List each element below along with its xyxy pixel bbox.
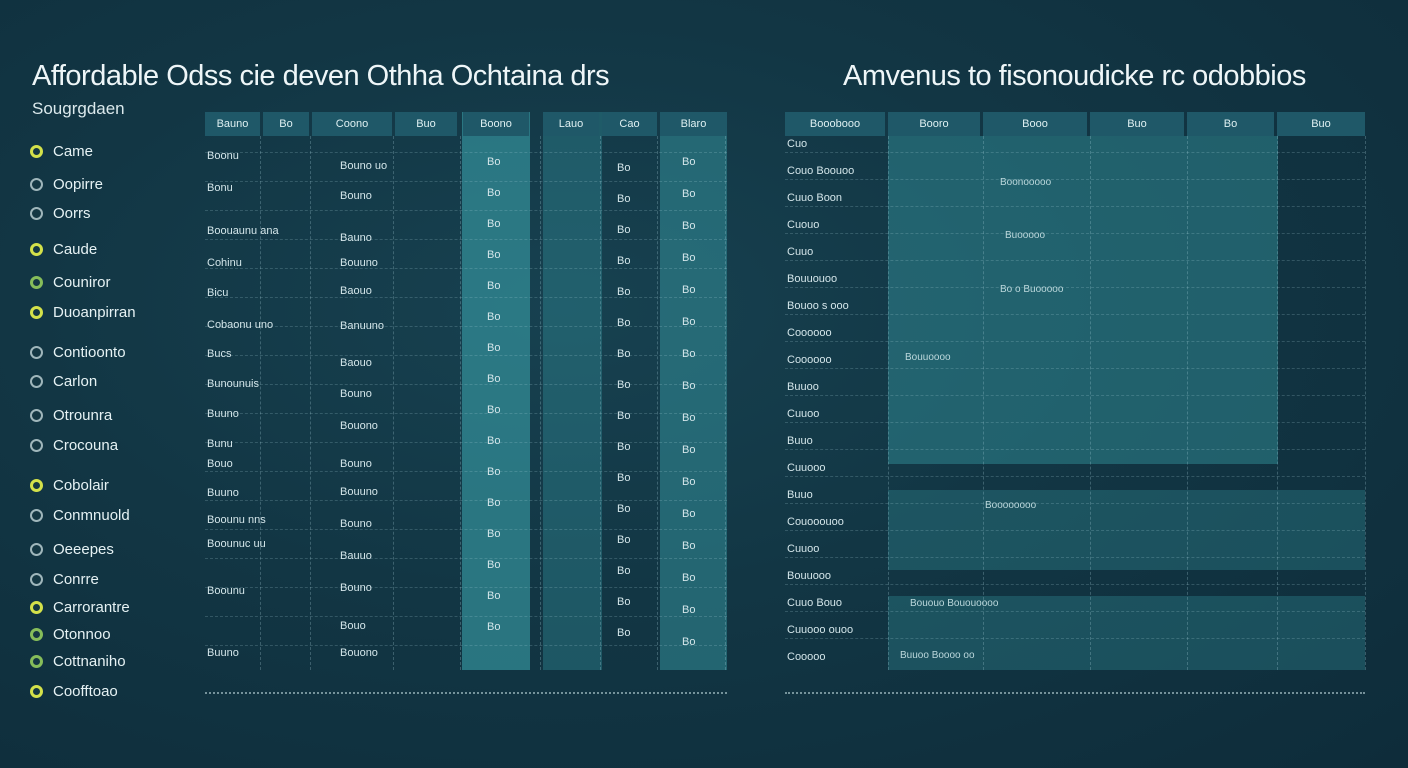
legend-item: [30, 173, 103, 195]
legend-item: [30, 301, 136, 323]
grid-line: [205, 529, 727, 530]
ring-silver-icon: [30, 178, 43, 191]
grid-line: [785, 152, 1365, 153]
table-cell: Bouuouoo: [787, 273, 838, 285]
cell-fragment: Bouuoooo: [905, 352, 951, 363]
table-cell: Bouuooo: [787, 570, 832, 582]
table-cell: Bo: [682, 444, 696, 456]
table-cell: Bo: [617, 565, 631, 577]
table-cell: Bo: [487, 435, 501, 447]
left-table: [205, 112, 730, 702]
table-cell: Cuouo: [787, 219, 820, 231]
grid-line: [205, 413, 727, 414]
legend-label: Caude: [53, 240, 98, 258]
legend-item: [30, 202, 91, 224]
table-cell: Cuuooo: [787, 462, 826, 474]
table-cell: Cuuo: [787, 246, 814, 258]
legend-item: [30, 650, 126, 672]
grid-line: [205, 384, 727, 385]
table-cell: Buuoo: [787, 381, 819, 393]
legend-item: [30, 568, 99, 590]
table-cell: Bouno: [340, 458, 372, 470]
table-cell: Bo: [617, 596, 631, 608]
table-cell: Bo: [682, 636, 696, 648]
table-cell: Bouno: [340, 582, 372, 594]
table-cell: Bo: [682, 476, 696, 488]
grid-line: [785, 422, 1365, 423]
right-table: [785, 112, 1370, 702]
grid-line: [785, 260, 1365, 261]
table-cell: Bo: [617, 379, 631, 391]
legend-item: [30, 271, 111, 293]
legend-label: Couniror: [53, 273, 111, 291]
ring-silver-icon: [30, 509, 43, 522]
table-cell: Bo: [487, 342, 501, 354]
grid-line: [785, 638, 1365, 639]
legend-item: [30, 474, 109, 496]
table-cell: Bo: [682, 252, 696, 264]
table-cell: Boonu: [207, 150, 239, 162]
table-cell: Bo: [487, 249, 501, 261]
grid-line: [785, 557, 1365, 558]
grid-line: [785, 287, 1365, 288]
right-title: Amvenus to fisonoudicke rc odobbios: [843, 60, 1306, 92]
table-cell: Bo: [617, 472, 631, 484]
table-cell: Bo: [617, 627, 631, 639]
legend-item: [30, 623, 111, 645]
grid-line: [205, 297, 727, 298]
table-cell: Bauno: [340, 232, 372, 244]
grid-line: [785, 611, 1365, 612]
grid-line: [785, 233, 1365, 234]
legend-item: [30, 538, 114, 560]
legend-item: [30, 341, 126, 363]
table-cell: Bo: [682, 604, 696, 616]
legend-label: Oeeepes: [53, 540, 114, 558]
grid-line: [205, 326, 727, 327]
grid-line: [600, 136, 601, 670]
table-cell: Bo: [487, 404, 501, 416]
column-header: Buo: [1090, 112, 1184, 136]
grid-line: [785, 584, 1365, 585]
table-cell: Bo: [487, 156, 501, 168]
grid-line: [205, 355, 727, 356]
table-cell: Bucs: [207, 348, 232, 360]
grid-line: [888, 136, 889, 670]
table-cell: Bo: [682, 156, 696, 168]
legend-item: [30, 140, 93, 162]
cell-fragment: Bououo Bououoooo: [910, 598, 999, 609]
table-cell: Buuno: [207, 487, 239, 499]
legend-label: Crocouna: [53, 436, 119, 454]
grid-line: [1277, 136, 1278, 670]
column-header: Bauno: [205, 112, 260, 136]
legend-label: Conmnuold: [53, 506, 130, 524]
table-cell: Bo: [487, 559, 501, 571]
grid-line: [260, 136, 261, 670]
table-cell: Bo: [617, 193, 631, 205]
table-cell: Bo: [487, 187, 501, 199]
table-cell: Bo: [617, 317, 631, 329]
table-cell: Bo: [617, 441, 631, 453]
table-cell: Bouo: [207, 458, 233, 470]
ring-yellow-icon: [30, 145, 43, 158]
grid-line: [205, 471, 727, 472]
table-cell: Bo: [487, 280, 501, 292]
legend-label: Oorrs: [53, 204, 91, 222]
table-cell: Bouoo s ooo: [787, 300, 849, 312]
table-cell: Bo: [682, 380, 696, 392]
table-cell: Cuuoo: [787, 543, 820, 555]
table-cell: Bo: [617, 410, 631, 422]
column-header: Cao: [602, 112, 657, 136]
column-header: Boono: [463, 112, 529, 136]
table-cell: Cohinu: [207, 257, 242, 269]
column-header: Booro: [888, 112, 980, 136]
table-cell: Bunounuis: [207, 378, 259, 390]
column-header: Booobooo: [785, 112, 885, 136]
table-cell: Bo: [682, 540, 696, 552]
ring-silver-icon: [30, 573, 43, 586]
legend-item: [30, 404, 112, 426]
legend-label: Contioonto: [53, 343, 126, 361]
legend-label: Came: [53, 142, 94, 160]
table-cell: Cuuoo: [787, 408, 820, 420]
column-header: Bo: [263, 112, 309, 136]
legend-label: Otrounra: [53, 406, 113, 424]
cell-fragment: Buuoo Boooo oo: [900, 650, 975, 661]
legend-item: [30, 680, 118, 702]
grid-line: [785, 530, 1365, 531]
table-cell: Bouno uo: [340, 160, 388, 172]
grid-line: [205, 500, 727, 501]
ring-green-icon: [30, 655, 43, 668]
ring-yellow-icon: [30, 243, 43, 256]
grid-line: [205, 645, 727, 646]
table-cell: Cuuooo ouoo: [787, 624, 854, 636]
cell-fragment: Bo o Buooooo: [1000, 284, 1064, 295]
table-cell: Baouo: [340, 357, 372, 369]
ring-silver-icon: [30, 375, 43, 388]
table-cell: Bouo: [340, 620, 366, 632]
table-cell: Bo: [682, 348, 696, 360]
table-cell: Bo: [682, 572, 696, 584]
table-cell: Bouno: [340, 518, 372, 530]
table-cell: Cobaonu uno: [207, 319, 274, 331]
sparkle-icon: [30, 685, 43, 698]
column-header: Lauo: [543, 112, 599, 136]
column-header: Buo: [1277, 112, 1365, 136]
legend-item: [30, 504, 130, 526]
table-cell: Bo: [617, 503, 631, 515]
table-cell: Buuo: [787, 435, 813, 447]
table-cell: Bouuno: [340, 486, 378, 498]
grid-line: [725, 136, 726, 670]
table-cell: Bouuno: [340, 257, 378, 269]
ring-silver-icon: [30, 207, 43, 220]
table-cell: Bo: [617, 534, 631, 546]
column-header: Booo: [983, 112, 1087, 136]
table-cell: Bo: [617, 224, 631, 236]
legend-label: Otonnoo: [53, 625, 111, 643]
grid-line: [205, 210, 727, 211]
table-cell: Cuuo Boon: [787, 192, 843, 204]
table-cell: Bo: [682, 220, 696, 232]
column-header: Coono: [312, 112, 392, 136]
grid-line: [205, 152, 727, 153]
grid-line: [1187, 136, 1188, 670]
data-band: [888, 136, 1278, 464]
grid-line: [785, 206, 1365, 207]
grid-line: [785, 476, 1365, 477]
left-title: Affordable Odss cie deven Othha Ochtaina drs: [32, 60, 610, 92]
table-cell: Bo: [487, 590, 501, 602]
ring-silver-icon: [30, 543, 43, 556]
table-cell: Bo: [487, 218, 501, 230]
table-cell: Bauuo: [340, 550, 372, 562]
bottom-axis: [205, 692, 727, 694]
grid-line: [310, 136, 311, 670]
column-header: Blaro: [660, 112, 727, 136]
table-cell: Baouo: [340, 285, 372, 297]
ring-yellow-icon: [30, 306, 43, 319]
grid-line: [1365, 136, 1366, 670]
grid-line: [785, 314, 1365, 315]
cell-fragment: Boonooooo: [1000, 177, 1052, 188]
column-header: Buo: [395, 112, 457, 136]
ring-green-icon: [30, 276, 43, 289]
grid-line: [460, 136, 461, 670]
table-cell: Banuuno: [340, 320, 385, 332]
legend: [30, 138, 200, 718]
grid-line: [785, 341, 1365, 342]
legend-label: Cottnaniho: [53, 652, 126, 670]
grid-line: [540, 136, 541, 670]
table-cell: Boounuc uu: [207, 538, 266, 550]
ring-silver-icon: [30, 409, 43, 422]
grid-line: [1090, 136, 1091, 670]
table-cell: Bo: [487, 621, 501, 633]
grid-line: [205, 181, 727, 182]
table-cell: Couooouoo: [787, 516, 844, 528]
legend-item: [30, 596, 130, 618]
grid-line: [205, 268, 727, 269]
legend-label: Coofftoao: [53, 682, 118, 700]
table-cell: Bonu: [207, 182, 233, 194]
table-cell: Buuo: [787, 489, 813, 501]
cell-fragment: Buooooo: [1005, 230, 1046, 241]
grid-line: [657, 136, 658, 670]
table-cell: Couo Boouoo: [787, 165, 855, 177]
left-subtitle: Sougrgdaen: [32, 99, 125, 118]
table-cell: Bo: [617, 286, 631, 298]
legend-item: [30, 434, 118, 456]
table-cell: Bo: [487, 497, 501, 509]
ring-silver-icon: [30, 346, 43, 359]
table-cell: Boounu: [207, 585, 245, 597]
column-header: Bo: [1187, 112, 1274, 136]
table-cell: Bouono: [340, 647, 378, 659]
legend-label: Carlon: [53, 372, 98, 390]
table-cell: Bo: [487, 466, 501, 478]
legend-label: Oopirre: [53, 175, 104, 193]
ring-silver-icon: [30, 439, 43, 452]
table-cell: Bo: [682, 188, 696, 200]
legend-label: Carrorantre: [53, 598, 130, 616]
legend-label: Conrre: [53, 570, 99, 588]
grid-line: [205, 587, 727, 588]
bottom-axis: [785, 692, 1365, 694]
table-cell: Bo: [617, 348, 631, 360]
ring-yellow-icon: [30, 601, 43, 614]
legend-item: [30, 238, 97, 260]
grid-line: [785, 395, 1365, 396]
grid-line: [205, 442, 727, 443]
legend-label: Cobolair: [53, 476, 109, 494]
table-cell: Bouno: [340, 190, 372, 202]
grid-line: [785, 368, 1365, 369]
table-cell: Bo: [682, 508, 696, 520]
table-cell: Bo: [487, 373, 501, 385]
table-cell: Bo: [487, 311, 501, 323]
table-cell: Cuo: [787, 138, 808, 150]
cell-fragment: Boooooooo: [985, 500, 1037, 511]
table-cell: Bo: [682, 412, 696, 424]
table-cell: Boounu nns: [207, 514, 266, 526]
table-cell: Coooooo: [787, 354, 832, 366]
ring-yellow-icon: [30, 479, 43, 492]
table-cell: Buuno: [207, 408, 239, 420]
table-cell: Bo: [487, 528, 501, 540]
legend-item: [30, 370, 97, 392]
grid-line: [205, 558, 727, 559]
table-cell: Buuno: [207, 647, 239, 659]
grid-line: [205, 616, 727, 617]
table-cell: Bouno: [340, 388, 372, 400]
grid-line: [205, 239, 727, 240]
table-cell: Bo: [617, 162, 631, 174]
ring-green-icon: [30, 628, 43, 641]
grid-line: [785, 503, 1365, 504]
table-cell: Cuuo Bouo: [787, 597, 843, 609]
grid-line: [785, 449, 1365, 450]
legend-label: Duoanpirran: [53, 303, 136, 321]
table-cell: Bunu: [207, 438, 233, 450]
grid-line: [983, 136, 984, 670]
table-cell: Bo: [682, 316, 696, 328]
table-cell: Coooooo: [787, 327, 832, 339]
table-cell: Bo: [617, 255, 631, 267]
table-cell: Bicu: [207, 287, 229, 299]
table-cell: Bo: [682, 284, 696, 296]
grid-line: [393, 136, 394, 670]
grid-line: [785, 179, 1365, 180]
table-cell: Cooooo: [787, 651, 826, 663]
table-cell: Bouono: [340, 420, 378, 432]
table-cell: Boouaunu ana: [207, 225, 279, 237]
